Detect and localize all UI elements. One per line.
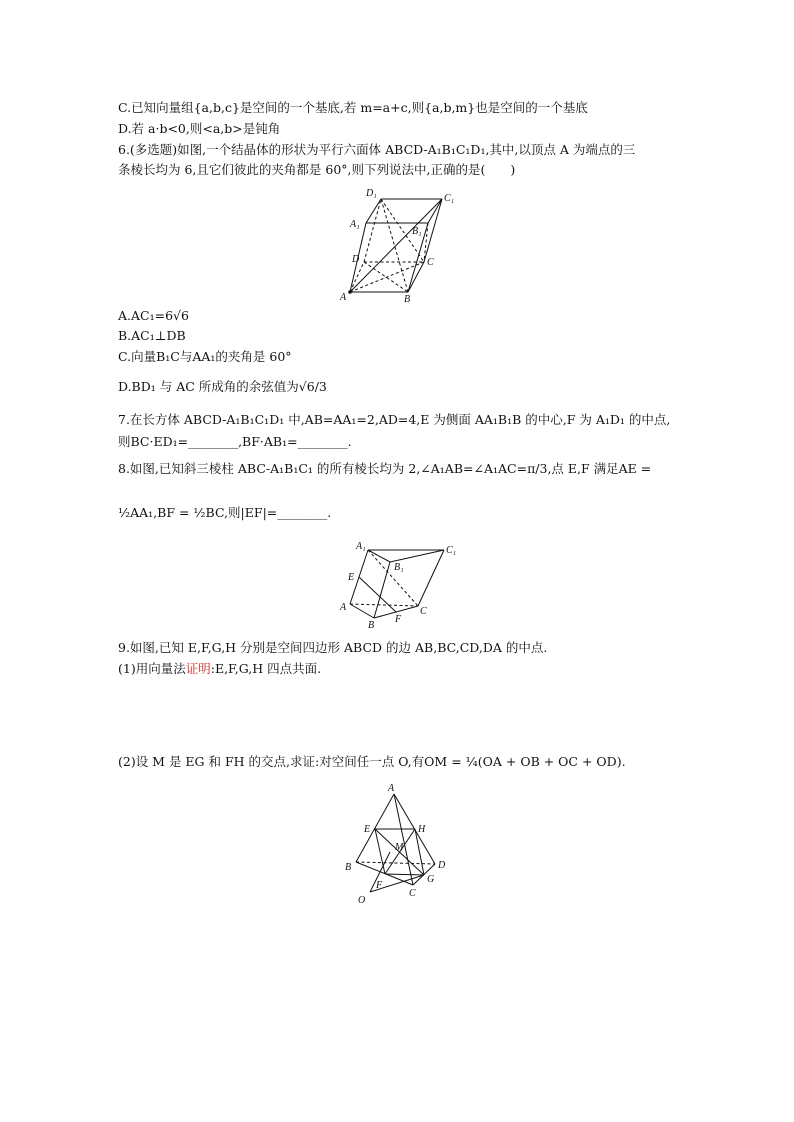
label-A: A (340, 602, 347, 613)
q5-option-d: D.若 a·b<0,则<a,b>是钝角 (118, 121, 281, 136)
label-O: O (358, 895, 366, 906)
label-A: A (340, 292, 347, 303)
q5-option-c: C.已知向量组{a,b,c}是空间的一个基底,若 m=a+c,则{a,b,m}也是空间的一个基底 (118, 100, 588, 115)
label-H: H (418, 824, 426, 835)
q8-stem-line2: ½AA₁,BF = ½BC,则|EF|=________. (118, 505, 332, 520)
label-C: C (427, 257, 434, 268)
label-E: E (348, 572, 355, 583)
q9-proof-link[interactable]: 证明 (185, 661, 211, 676)
q9-part1-pre: (1)用向量法 (118, 661, 186, 676)
q9-part1 (118, 661, 321, 677)
label-B1: B₁ (412, 226, 422, 237)
label-A1: A₁ (356, 541, 366, 552)
label-E: E (364, 824, 371, 835)
space-quadrilateral-figure (340, 782, 460, 908)
parallelepiped-figure (332, 182, 462, 304)
label-C: C (409, 888, 416, 899)
q6-stem-line2: 条棱长均为 6,且它们彼此的夹角都是 60°,则下列说法中,正确的是( ) (118, 162, 516, 177)
label-D1: D₁ (366, 188, 377, 199)
label-C: C (420, 606, 427, 617)
label-D: D (352, 254, 360, 265)
label-D: D (438, 860, 446, 871)
label-B: B (404, 294, 411, 304)
label-C1: C₁ (446, 545, 457, 556)
q6-option-a: A.AC₁=6√6 (118, 308, 189, 323)
label-B1: B₁ (394, 562, 404, 573)
triangular-prism-figure (338, 538, 468, 630)
label-M: M (395, 842, 404, 853)
label-B: B (368, 620, 375, 630)
q7-stem-line1: 7.在长方体 ABCD-A₁B₁C₁D₁ 中,AB=AA₁=2,AD=4,E 为侧面 AA₁B₁B 的中心,F 为 A₁D₁ 的中点, (118, 412, 671, 427)
label-G: G (427, 874, 435, 885)
label-B: B (345, 862, 352, 873)
q7-stem-line2: 则BC·ED₁=________,BF·AB₁=________. (118, 434, 352, 449)
label-F: F (395, 614, 402, 625)
q6-option-c: C.向量B₁C与AA₁的夹角是 60° (118, 349, 292, 364)
q9-part1-post: :E,F,G,H 四点共面. (210, 661, 322, 676)
label-F: F (376, 880, 383, 891)
q9-stem: 9.如图,已知 E,F,G,H 分别是空间四边形 ABCD 的边 AB,BC,CD,DA 的中点. (118, 640, 548, 655)
q6-option-d: D.BD₁ 与 AC 所成角的余弦值为√6/3 (118, 379, 327, 394)
q9-part2: (2)设 M 是 EG 和 FH 的交点,求证:对空间任一点 O,有OM = ¼(OA + OB + OC + OD). (118, 754, 626, 769)
q8-stem-line1: 8.如图,已知斜三棱柱 ABC-A₁B₁C₁ 的所有棱长均为 2,∠A₁AB=∠A₁AC=π/3,点 E,F 满足AE = (118, 461, 652, 476)
q6-stem-line1: 6.(多选题)如图,一个结晶体的形状为平行六面体 ABCD-A₁B₁C₁D₁,其中,以顶点 A 为端点的三 (118, 142, 636, 157)
label-A1: A₁ (350, 219, 360, 230)
label-A: A (388, 783, 395, 794)
q6-option-b: B.AC₁⊥DB (118, 328, 186, 343)
label-C1: C₁ (444, 193, 455, 204)
